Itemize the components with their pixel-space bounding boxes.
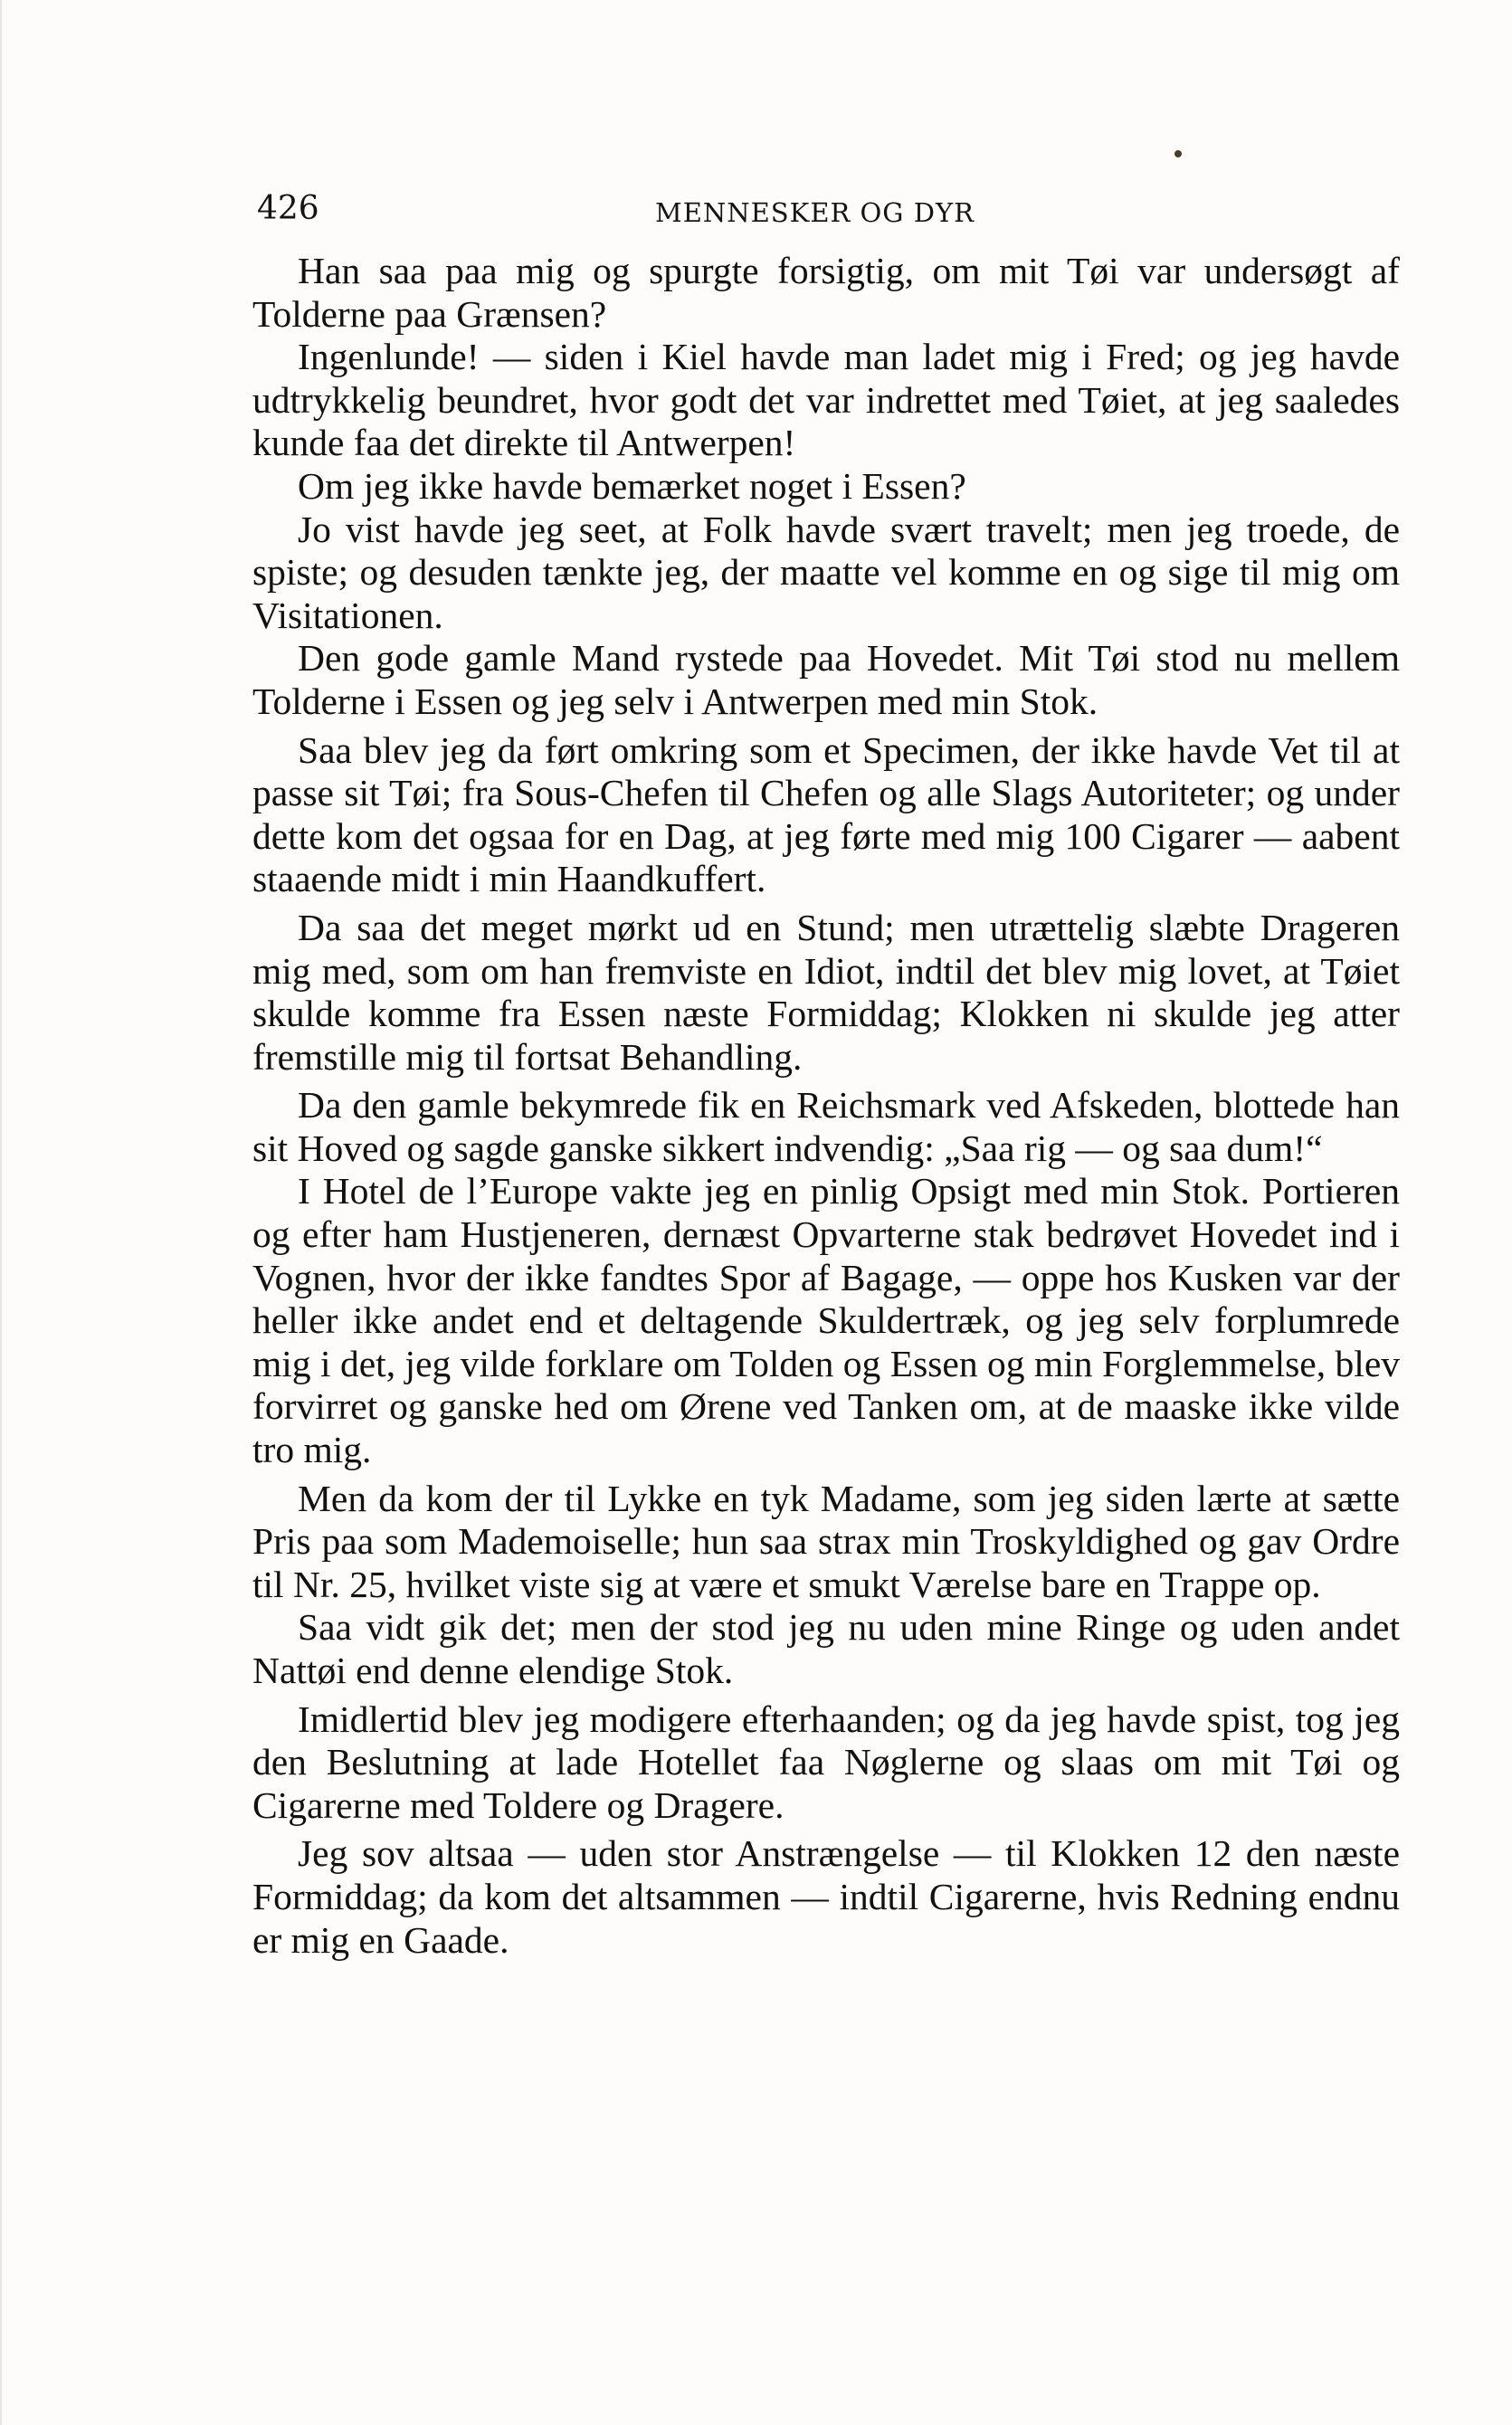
paragraph: Saa vidt gik det; men der stod jeg nu uden mine Ringe og uden andet Nattøi end denne elendige Stok. bbox=[252, 1606, 1400, 1691]
page-number: 426 bbox=[257, 190, 319, 227]
paragraph: Jeg sov altsaa — uden stor Anstrængelse — til Klokken 12 den næste Formiddag; da kom det altsammen — indtil Cigarerne, hvis Redning endnu er mig en Gaade. bbox=[252, 1832, 1400, 1961]
paragraph: Saa blev jeg da ført omkring som et Specimen, der ikke havde Vet til at passe sit Tøi; fra Sous-Chefen til Chefen og alle Slags Autoriteter; og under dette kom det ogsaa for en Dag, at jeg førte med mig 100 Cigarer — aabent staaende midt i min Haandkuffert. bbox=[252, 728, 1400, 900]
paragraph: Jo vist havde jeg seet, at Folk havde svært travelt; men jeg troede, de spiste; og desuden tænkte jeg, der maatte vel komme en og sige til mig om Visitationen. bbox=[252, 508, 1400, 636]
paragraph: Han saa paa mig og spurgte forsigtig, om mit Tøi var undersøgt af Tolderne paa Grænsen? bbox=[252, 250, 1400, 335]
paragraph: I Hotel de l’Europe vakte jeg en pinlig Opsigt med min Stok. Portieren og efter ham Hustjeneren, dernæst Opvarterne stak bedrøvet Hovedet ind i Vognen, hvor der ikke fandtes Spor af Bagage, — oppe hos Kusken var der heller ikke andet end et deltagende Skuldertræk, og jeg selv forplumrede mig i det, jeg vilde forklare om Tolden og Essen og min Forglemmelse, blev forvirret og ganske hed om Ørene ved Tanken om, at de maaske ikke vilde tro mig. bbox=[252, 1170, 1400, 1471]
paragraph: Om jeg ikke havde bemærket noget i Essen? bbox=[298, 464, 966, 507]
paragraph: Men da kom der til Lykke en tyk Madame, som jeg siden lærte at sætte Pris paa som Mademoiselle; hun saa strax min Troskyldighed og gav Ordre til Nr. 25, hvilket viste sig at være et smukt Værelse bare en Trappe op. bbox=[252, 1477, 1400, 1605]
paragraph: Imidlertid blev jeg modigere efterhaanden; og da jeg havde spist, tog jeg den Beslutning at lade Hotellet faa Nøglerne og slaas om mit Tøi og Cigarerne med Toldere og Dragere. bbox=[252, 1698, 1400, 1826]
paragraph: Den gode gamle Mand rystede paa Hovedet. Mit Tøi stod nu mellem Tolderne i Essen og jeg selv i Antwerpen med min Stok. bbox=[252, 637, 1400, 722]
running-head: MENNESKER OG DYR bbox=[655, 197, 975, 228]
page-header bbox=[257, 185, 1401, 233]
paragraph: Ingenlunde! — siden i Kiel havde man ladet mig i Fred; og jeg havde udtrykkelig beundret, hvor godt det var indrettet med Tøiet, at jeg saaledes kunde faa det direkte til Antwerpen! bbox=[252, 336, 1400, 464]
paragraph: Da den gamle bekymrede fik en Reichsmark ved Afskeden, blottede han sit Hoved og sagde ganske sikkert indvendig: „Saa rig — og saa dum!“ bbox=[252, 1084, 1400, 1169]
ink-speck bbox=[1174, 150, 1182, 157]
paragraph: Da saa det meget mørkt ud en Stund; men utrættelig slæbte Drageren mig med, som om han fremviste en Idiot, indtil det blev mig lovet, at Tøiet skulde komme fra Essen næste Formiddag; Klokken ni skulde jeg atter fremstille mig til fortsat Behandling. bbox=[252, 906, 1400, 1078]
body-text bbox=[252, 250, 1400, 1962]
